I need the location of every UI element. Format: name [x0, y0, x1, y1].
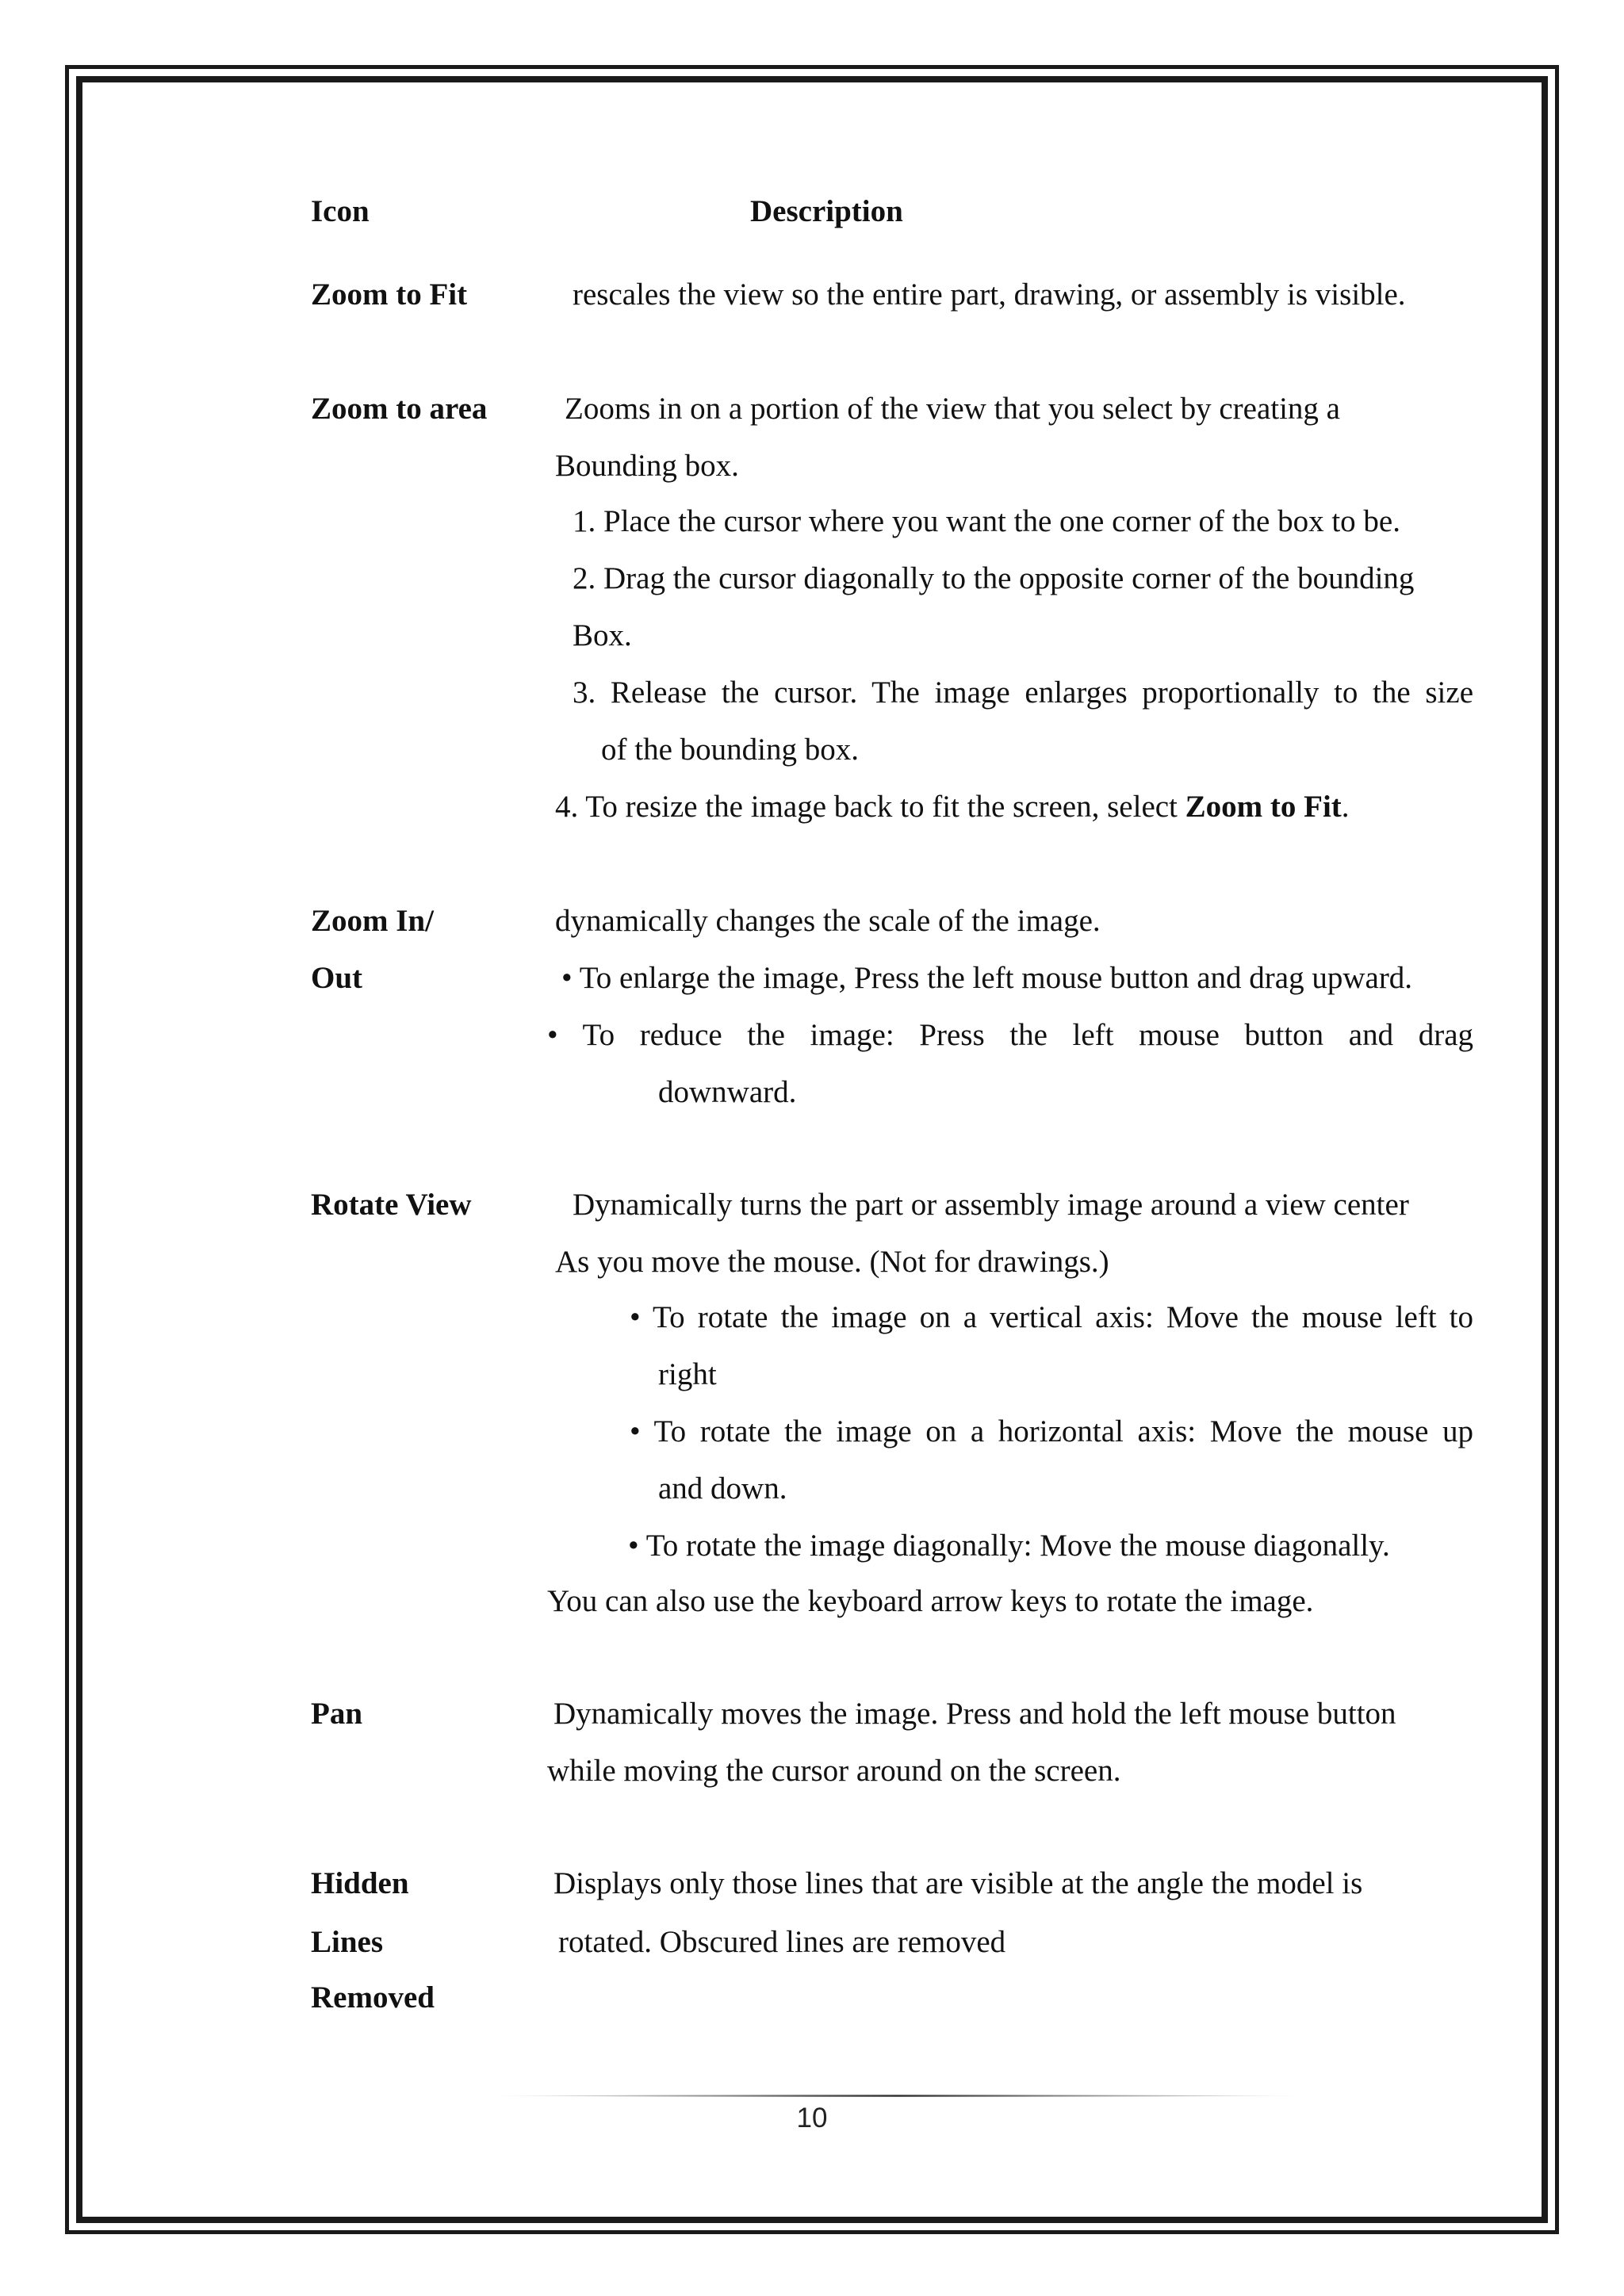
desc-zoom-inout-line1: dynamically changes the scale of the image.	[555, 904, 1101, 938]
term-pan: Pan	[311, 1697, 363, 1731]
zoom-area-step-3-line2: of the bounding box.	[601, 733, 859, 767]
zoom-inout-bullet-2-line1: • To reduce the image: Press the left mouse button and drag	[547, 1018, 1473, 1052]
desc-hidden-line1: Displays only those lines that are visible at the angle the model is	[553, 1866, 1363, 1900]
column-header-icon: Icon	[311, 194, 370, 228]
term-hidden: Hidden	[311, 1866, 409, 1900]
footer-divider	[481, 2094, 1315, 2098]
zoom-area-step-3-line1: 3. Release the cursor. The image enlarges proportionally to the size	[573, 675, 1473, 710]
desc-rotate-keyboard: You can also use the keyboard arrow keys to rotate the image.	[547, 1584, 1314, 1618]
rotate-bullet-2-line1: • To rotate the image on a horizontal axis: Move the mouse up	[630, 1414, 1473, 1448]
desc-pan-line1: Dynamically moves the image. Press and hold the left mouse button	[553, 1697, 1396, 1731]
zoom-area-step-2-line2: Box.	[573, 618, 632, 652]
desc-rotate-line1: Dynamically turns the part or assembly image around a view center	[573, 1188, 1409, 1222]
rotate-bullet-3: • To rotate the image diagonally: Move the mouse diagonally.	[628, 1529, 1390, 1563]
zoom-area-step-4-bold: Zoom to Fit	[1185, 790, 1342, 824]
page-number: 10	[796, 2103, 828, 2133]
term-zoom-in: Zoom In/	[311, 904, 434, 938]
desc-zoom-to-area-line2: Bounding box.	[555, 449, 739, 483]
column-header-description: Description	[750, 194, 903, 228]
rotate-bullet-2-line2: and down.	[658, 1471, 787, 1506]
desc-pan-line2: while moving the cursor around on the screen.	[547, 1754, 1121, 1788]
term-rotate-view: Rotate View	[311, 1188, 472, 1222]
desc-hidden-line2: rotated. Obscured lines are removed	[558, 1925, 1006, 1959]
term-zoom-out: Out	[311, 961, 363, 995]
zoom-area-step-4	[555, 791, 1350, 822]
desc-rotate-line2: As you move the mouse. (Not for drawings.)	[555, 1245, 1109, 1279]
desc-zoom-to-fit: rescales the view so the entire part, drawing, or assembly is visible.	[573, 277, 1406, 312]
desc-zoom-to-area-line1: Zooms in on a portion of the view that you select by creating a	[565, 392, 1340, 426]
zoom-area-step-4-end: .	[1341, 790, 1350, 824]
zoom-area-step-1: 1. Place the cursor where you want the one corner of the box to be.	[573, 504, 1400, 538]
rotate-bullet-1-line1: • To rotate the image on a vertical axis: Move the mouse left to	[630, 1300, 1473, 1334]
zoom-area-step-4-text: 4. To resize the image back to fit the screen, select	[555, 790, 1185, 824]
zoom-inout-bullet-2-line2: downward.	[658, 1075, 797, 1109]
zoom-inout-bullet-1: • To enlarge the image, Press the left mouse button and drag upward.	[561, 961, 1413, 995]
term-removed: Removed	[311, 1980, 435, 2015]
rotate-bullet-1-line2: right	[658, 1357, 717, 1391]
zoom-area-step-2-line1: 2. Drag the cursor diagonally to the opposite corner of the bounding	[573, 561, 1415, 595]
term-lines: Lines	[311, 1925, 384, 1959]
term-zoom-to-fit: Zoom to Fit	[311, 277, 468, 312]
term-zoom-to-area: Zoom to area	[311, 392, 488, 426]
